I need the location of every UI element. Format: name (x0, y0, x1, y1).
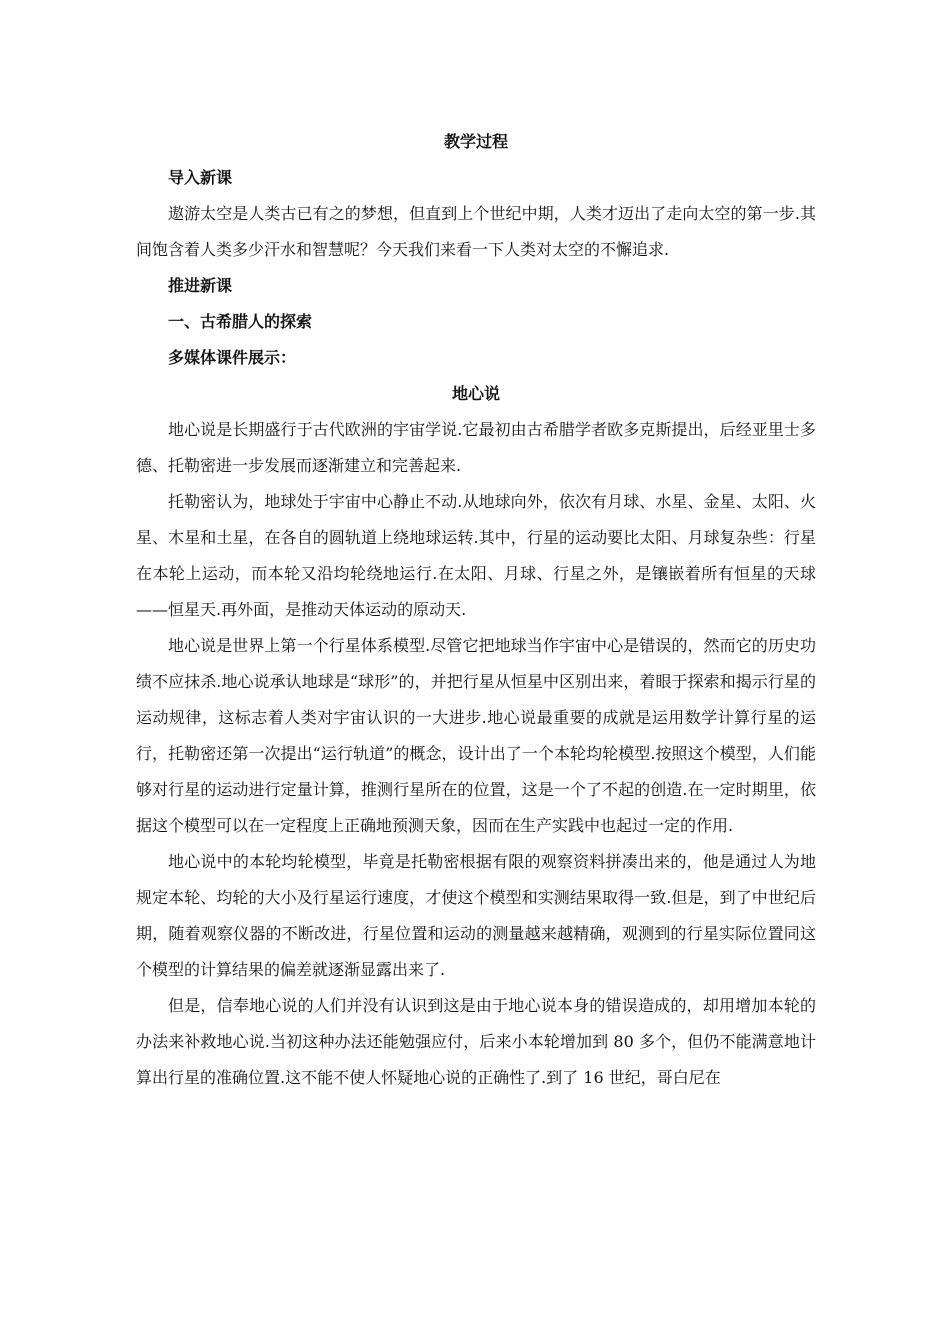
body-paragraph: 但是，信奉地心说的人们并没有认识到这是由于地心说本身的错误造成的，却用增加本轮的办法来补救地心说.当初这种办法还能勉强应付，后来小本轮增加到 80 多个，但仍不能满意地计算出行星的准确位置.这不能不使人怀疑地心说的正确性了.到了 16 世纪，哥白尼在 (136, 996, 816, 1087)
subtitle-geocentric: 地心说 (451, 384, 500, 403)
document-body (136, 124, 816, 1096)
body-paragraph: 地心说是长期盛行于古代欧洲的宇宙学说.它最初由古希腊学者欧多克斯提出，后经亚里士多德、托勒密进一步发展而逐渐建立和完善起来. (136, 420, 816, 475)
heading-ancient-greek: 一、古希腊人的探索 (168, 312, 313, 331)
section-heading-intro: 导入新课 (168, 168, 233, 187)
section-heading-advance: 推进新课 (168, 276, 233, 295)
body-paragraph: 地心说是世界上第一个行星体系模型.尽管它把地球当作宇宙中心是错误的，然而它的历史功绩不应抹杀.地心说承认地球是“球形”的，并把行星从恒星中区别出来，着眼于探索和揭示行星的运动规律，这标志着人类对宇宙认识的一大进步.地心说最重要的成就是运用数学计算行星的运行，托勒密还第一次提出“运行轨道”的概念，设计出了一个本轮均轮模型.按照这个模型，人们能够对行星的运动进行定量计算，推测行星所在的位置，这是一个了不起的创造.在一定时期里，依据这个模型可以在一定程度上正确地预测天象，因而在生产实践中也起过一定的作用. (136, 636, 816, 835)
body-paragraph: 托勒密认为，地球处于宇宙中心静止不动.从地球向外，依次有月球、水星、金星、太阳、火星、木星和土星，在各自的圆轨道上绕地球运转.其中，行星的运动要比太阳、月球复杂些：行星在本轮上运动，而本轮又沿均轮绕地运行.在太阳、月球、行星之外，是镶嵌着所有恒星的天球——恒星天.再外面，是推动天体运动的原动天. (136, 492, 816, 619)
body-paragraph: 地心说中的本轮均轮模型，毕竟是托勒密根据有限的观察资料拼凑出来的，他是通过人为地规定本轮、均轮的大小及行星运行速度，才使这个模型和实测结果取得一致.但是，到了中世纪后期，随着观察仪器的不断改进，行星位置和运动的测量越来越精确，观测到的行星实际位置同这个模型的计算结果的偏差就逐渐显露出来了. (136, 852, 816, 979)
heading-multimedia: 多媒体课件展示： (168, 348, 297, 367)
document-title: 教学过程 (443, 132, 508, 151)
intro-paragraph: 遨游太空是人类古已有之的梦想，但直到上个世纪中期，人类才迈出了走向太空的第一步.其间饱含着人类多少汗水和智慧呢？今天我们来看一下人类对太空的不懈追求. (136, 204, 816, 259)
